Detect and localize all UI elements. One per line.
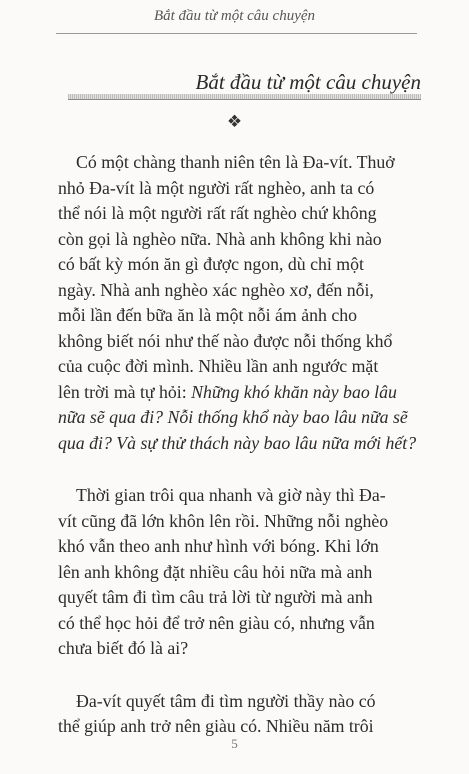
- text-line: còn gọi là nghèo nữa. Nhà anh không khi nào: [58, 228, 382, 249]
- chapter-title: Bắt đầu từ một câu chuyện: [195, 70, 421, 94]
- header-divider: [56, 33, 417, 34]
- running-header: Bắt đầu từ một câu chuyện: [153, 8, 316, 24]
- text-line: nhỏ Đa-vít là một người rất nghèo, anh ta có: [58, 177, 375, 198]
- text-line: của cuộc đời mình. Nhiều lần anh ngước mặt: [58, 356, 379, 376]
- italic-text-line: qua đi? Và sự thử thách này bao lâu nữa mới hết?: [58, 432, 417, 453]
- paragraph: [58, 150, 426, 456]
- paragraph: [58, 483, 426, 662]
- paragraph: [58, 689, 426, 740]
- diamond-ornament-icon: ❖: [226, 112, 243, 132]
- title-divider: [68, 99, 421, 100]
- text-line: Có một chàng thanh niên tên là Đa-vít. Thuở: [76, 152, 395, 172]
- text-line: lên anh không đặt nhiều câu hỏi nữa mà anh: [58, 561, 373, 582]
- text-line: ngày. Nhà anh nghèo xác nghèo xơ, đến nỗi,: [58, 279, 374, 300]
- text-line: vít cũng đã lớn khôn lên rồi. Những nỗi nghèo: [58, 510, 389, 531]
- text-line: quyết tâm đi tìm câu trả lời từ người mà anh: [58, 587, 373, 607]
- text-line: [58, 380, 426, 406]
- text-line-italic: Những khó khăn này bao lâu: [191, 381, 397, 402]
- text-line: khó vẫn theo anh như hình với bóng. Khi lớn: [58, 536, 379, 556]
- text-line: Thời gian trôi qua nhanh và giờ này thì Đa-: [76, 485, 386, 505]
- text-line: Đa-vít quyết tâm đi tìm người thầy nào có: [76, 690, 376, 711]
- text-line: thể giúp anh trở nên giàu có. Nhiều năm trôi: [58, 716, 374, 736]
- page-number: 5: [231, 736, 238, 751]
- italic-text-line: nữa sẽ qua đi? Nỗi thống khổ này bao lâu nữa sẽ: [58, 407, 408, 427]
- text-line: thể nói là một người rất rất nghèo chứ không: [58, 203, 377, 223]
- text-line: có bất kỳ món ăn gì được ngon, dù chỉ một: [58, 254, 364, 274]
- text-line: chưa biết đó là ai?: [58, 638, 189, 658]
- text-line: có thể học hỏi để trở nên giàu có, nhưng vẫn: [58, 612, 375, 633]
- text-line: mỗi lần đến bữa ăn là một nỗi ám ảnh cho: [58, 305, 357, 325]
- text-line-roman: lên trời mà tự hỏi:: [58, 381, 192, 402]
- text-line: không biết nói như thế nào được nỗi thống khổ: [58, 330, 393, 351]
- body-text: [58, 150, 426, 767]
